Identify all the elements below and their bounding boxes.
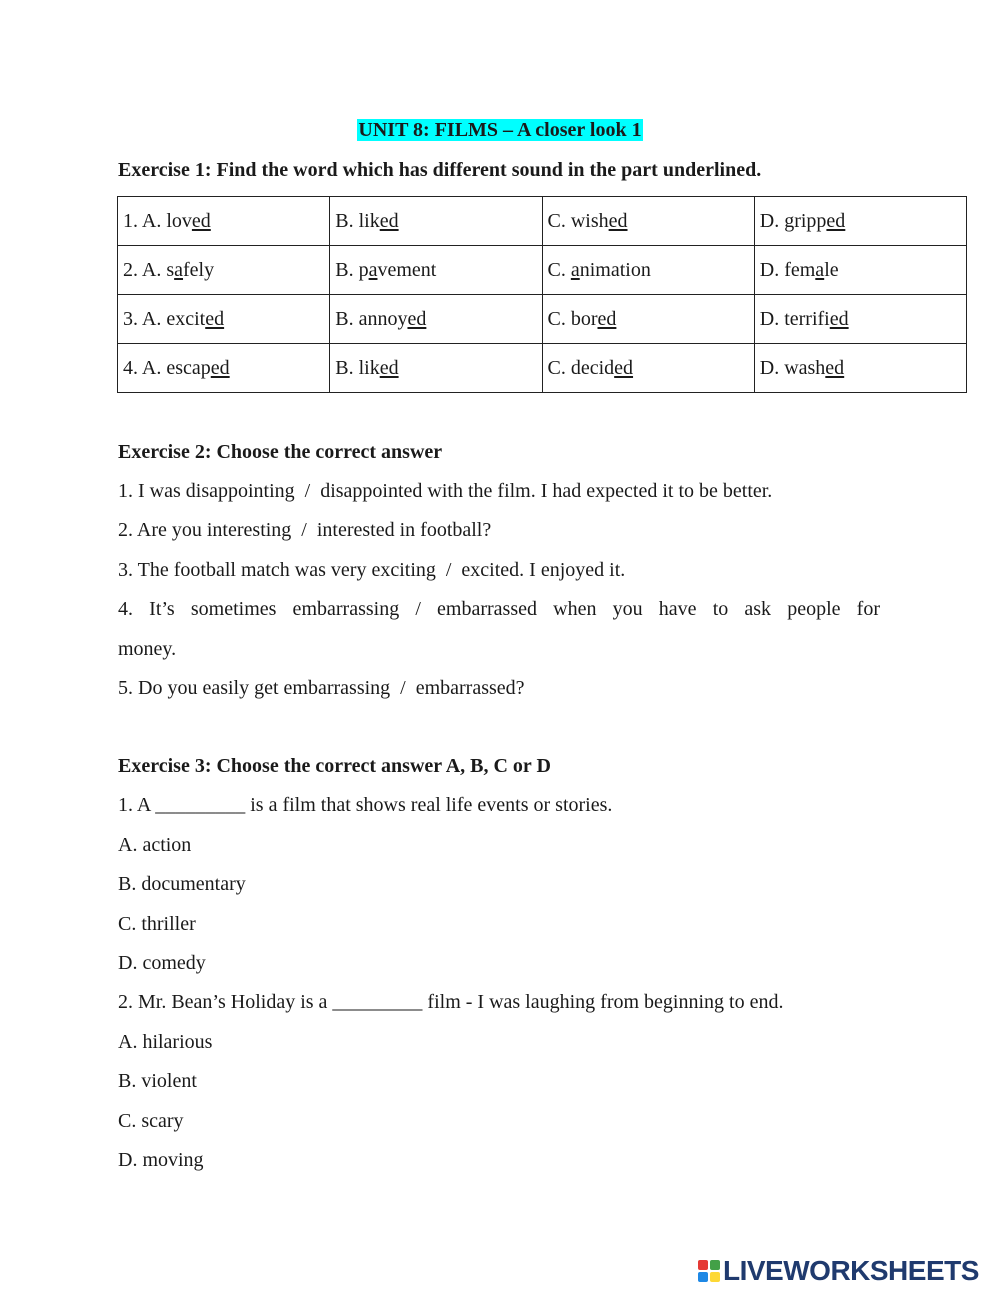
page-title (0, 117, 1000, 143)
option-text: C. bor (547, 308, 598, 330)
exercise-1-option[interactable] (118, 295, 330, 344)
exercise-2-item: 5. Do you easily get embarrassing / embarrassed? (118, 677, 525, 699)
underlined-part: ed (210, 357, 230, 379)
question-1: 1. A _________ is a film that shows real life events or stories. (118, 794, 613, 816)
underlined-part: ed (826, 210, 846, 232)
option-text: C. wish (547, 210, 609, 232)
exercise-1-option[interactable] (330, 197, 542, 246)
underlined-part: a (815, 259, 825, 281)
option-text: D. wash (759, 357, 826, 379)
question-2-option-c[interactable]: C. scary (118, 1110, 184, 1132)
option-text-rest: nimation (579, 259, 651, 281)
option-text: 1. A. lov (123, 210, 192, 232)
option-text: C. (547, 259, 571, 281)
exercise-1-option[interactable] (118, 197, 330, 246)
exercise-1-option[interactable] (754, 295, 966, 344)
logo-square (710, 1272, 720, 1282)
underlined-part: ed (379, 357, 399, 379)
question-1-option-c[interactable]: C. thriller (118, 913, 196, 935)
liveworksheets-logo (698, 1256, 979, 1286)
exercise-1-option[interactable] (542, 295, 754, 344)
option-text: 2. A. s (123, 259, 175, 281)
exercise-1-option[interactable] (754, 344, 966, 393)
underlined-part: ed (608, 210, 628, 232)
logo-square (710, 1260, 720, 1270)
exercise-1-option[interactable] (330, 344, 542, 393)
question-2-option-d[interactable]: D. moving (118, 1149, 204, 1171)
option-text: B. lik (335, 357, 380, 379)
exercise-2-item-continued: money. (118, 638, 177, 660)
exercise-1-row (118, 344, 967, 393)
question-1-option-a[interactable]: A. action (118, 834, 192, 856)
question-1-option-d[interactable]: D. comedy (118, 952, 206, 974)
liveworksheets-wordmark: LIVEWORKSHEETS (723, 1255, 979, 1286)
underlined-part: a (570, 259, 580, 281)
exercise-1-option[interactable] (118, 246, 330, 295)
exercise-1-option[interactable] (330, 295, 542, 344)
exercise-2-item: 1. I was disappointing / disappointed with the film. I had expected it to be better. (118, 480, 773, 502)
question-1-option-b[interactable]: B. documentary (118, 873, 246, 895)
option-text: D. terrifi (759, 308, 830, 330)
underlined-part: ed (205, 308, 225, 330)
exercise-1-option[interactable] (330, 246, 542, 295)
option-text: D. fem (759, 259, 816, 281)
underlined-part: ed (597, 308, 617, 330)
option-text-rest: fely (183, 259, 215, 281)
option-text: B. lik (335, 210, 380, 232)
logo-square (698, 1272, 708, 1282)
underlined-part: ed (191, 210, 211, 232)
question-2: 2. Mr. Bean’s Holiday is a _________ film - I was laughing from beginning to end. (118, 991, 784, 1013)
underlined-part: a (368, 259, 378, 281)
option-text: D. gripp (759, 210, 827, 232)
option-text: B. annoy (335, 308, 408, 330)
option-text: 3. A. excit (123, 308, 206, 330)
exercise-2-heading: Exercise 2: Choose the correct answer (118, 441, 443, 463)
underlined-part: a (174, 259, 184, 281)
underlined-part: ed (825, 357, 845, 379)
exercise-1-option[interactable] (542, 246, 754, 295)
option-text-rest: le (824, 259, 839, 281)
exercise-1-row (118, 197, 967, 246)
option-text: 4. A. escap (123, 357, 211, 379)
exercise-1-heading: Exercise 1: Find the word which has different sound in the part underlined. (118, 159, 762, 181)
exercise-1-option[interactable] (754, 197, 966, 246)
logo-square (698, 1260, 708, 1270)
question-2-option-b[interactable]: B. violent (118, 1070, 197, 1092)
exercise-2-item: 3. The football match was very exciting / excited. I enjoyed it. (118, 559, 626, 581)
exercise-1-option[interactable] (542, 197, 754, 246)
option-text: C. decid (547, 357, 615, 379)
underlined-part: ed (614, 357, 634, 379)
question-2-option-a[interactable]: A. hilarious (118, 1031, 213, 1053)
option-text: B. p (335, 259, 369, 281)
underlined-part: ed (379, 210, 399, 232)
underlined-part: ed (829, 308, 849, 330)
exercise-1-row (118, 246, 967, 295)
underlined-part: ed (407, 308, 427, 330)
option-text-rest: vement (377, 259, 437, 281)
exercise-1-table (117, 196, 967, 393)
page-title-text: UNIT 8: FILMS – A closer look 1 (358, 119, 642, 141)
exercise-1-option[interactable] (754, 246, 966, 295)
exercise-3-heading: Exercise 3: Choose the correct answer A, B, C or D (118, 755, 551, 777)
exercise-1-row (118, 295, 967, 344)
exercise-1-option[interactable] (542, 344, 754, 393)
exercise-2-item: 4. It’s sometimes embarrassing / embarrassed when you have to ask people for (118, 598, 880, 620)
exercise-2-item: 2. Are you interesting / interested in football? (118, 519, 492, 541)
liveworksheets-mark-icon (698, 1260, 720, 1282)
exercise-1-option[interactable] (118, 344, 330, 393)
